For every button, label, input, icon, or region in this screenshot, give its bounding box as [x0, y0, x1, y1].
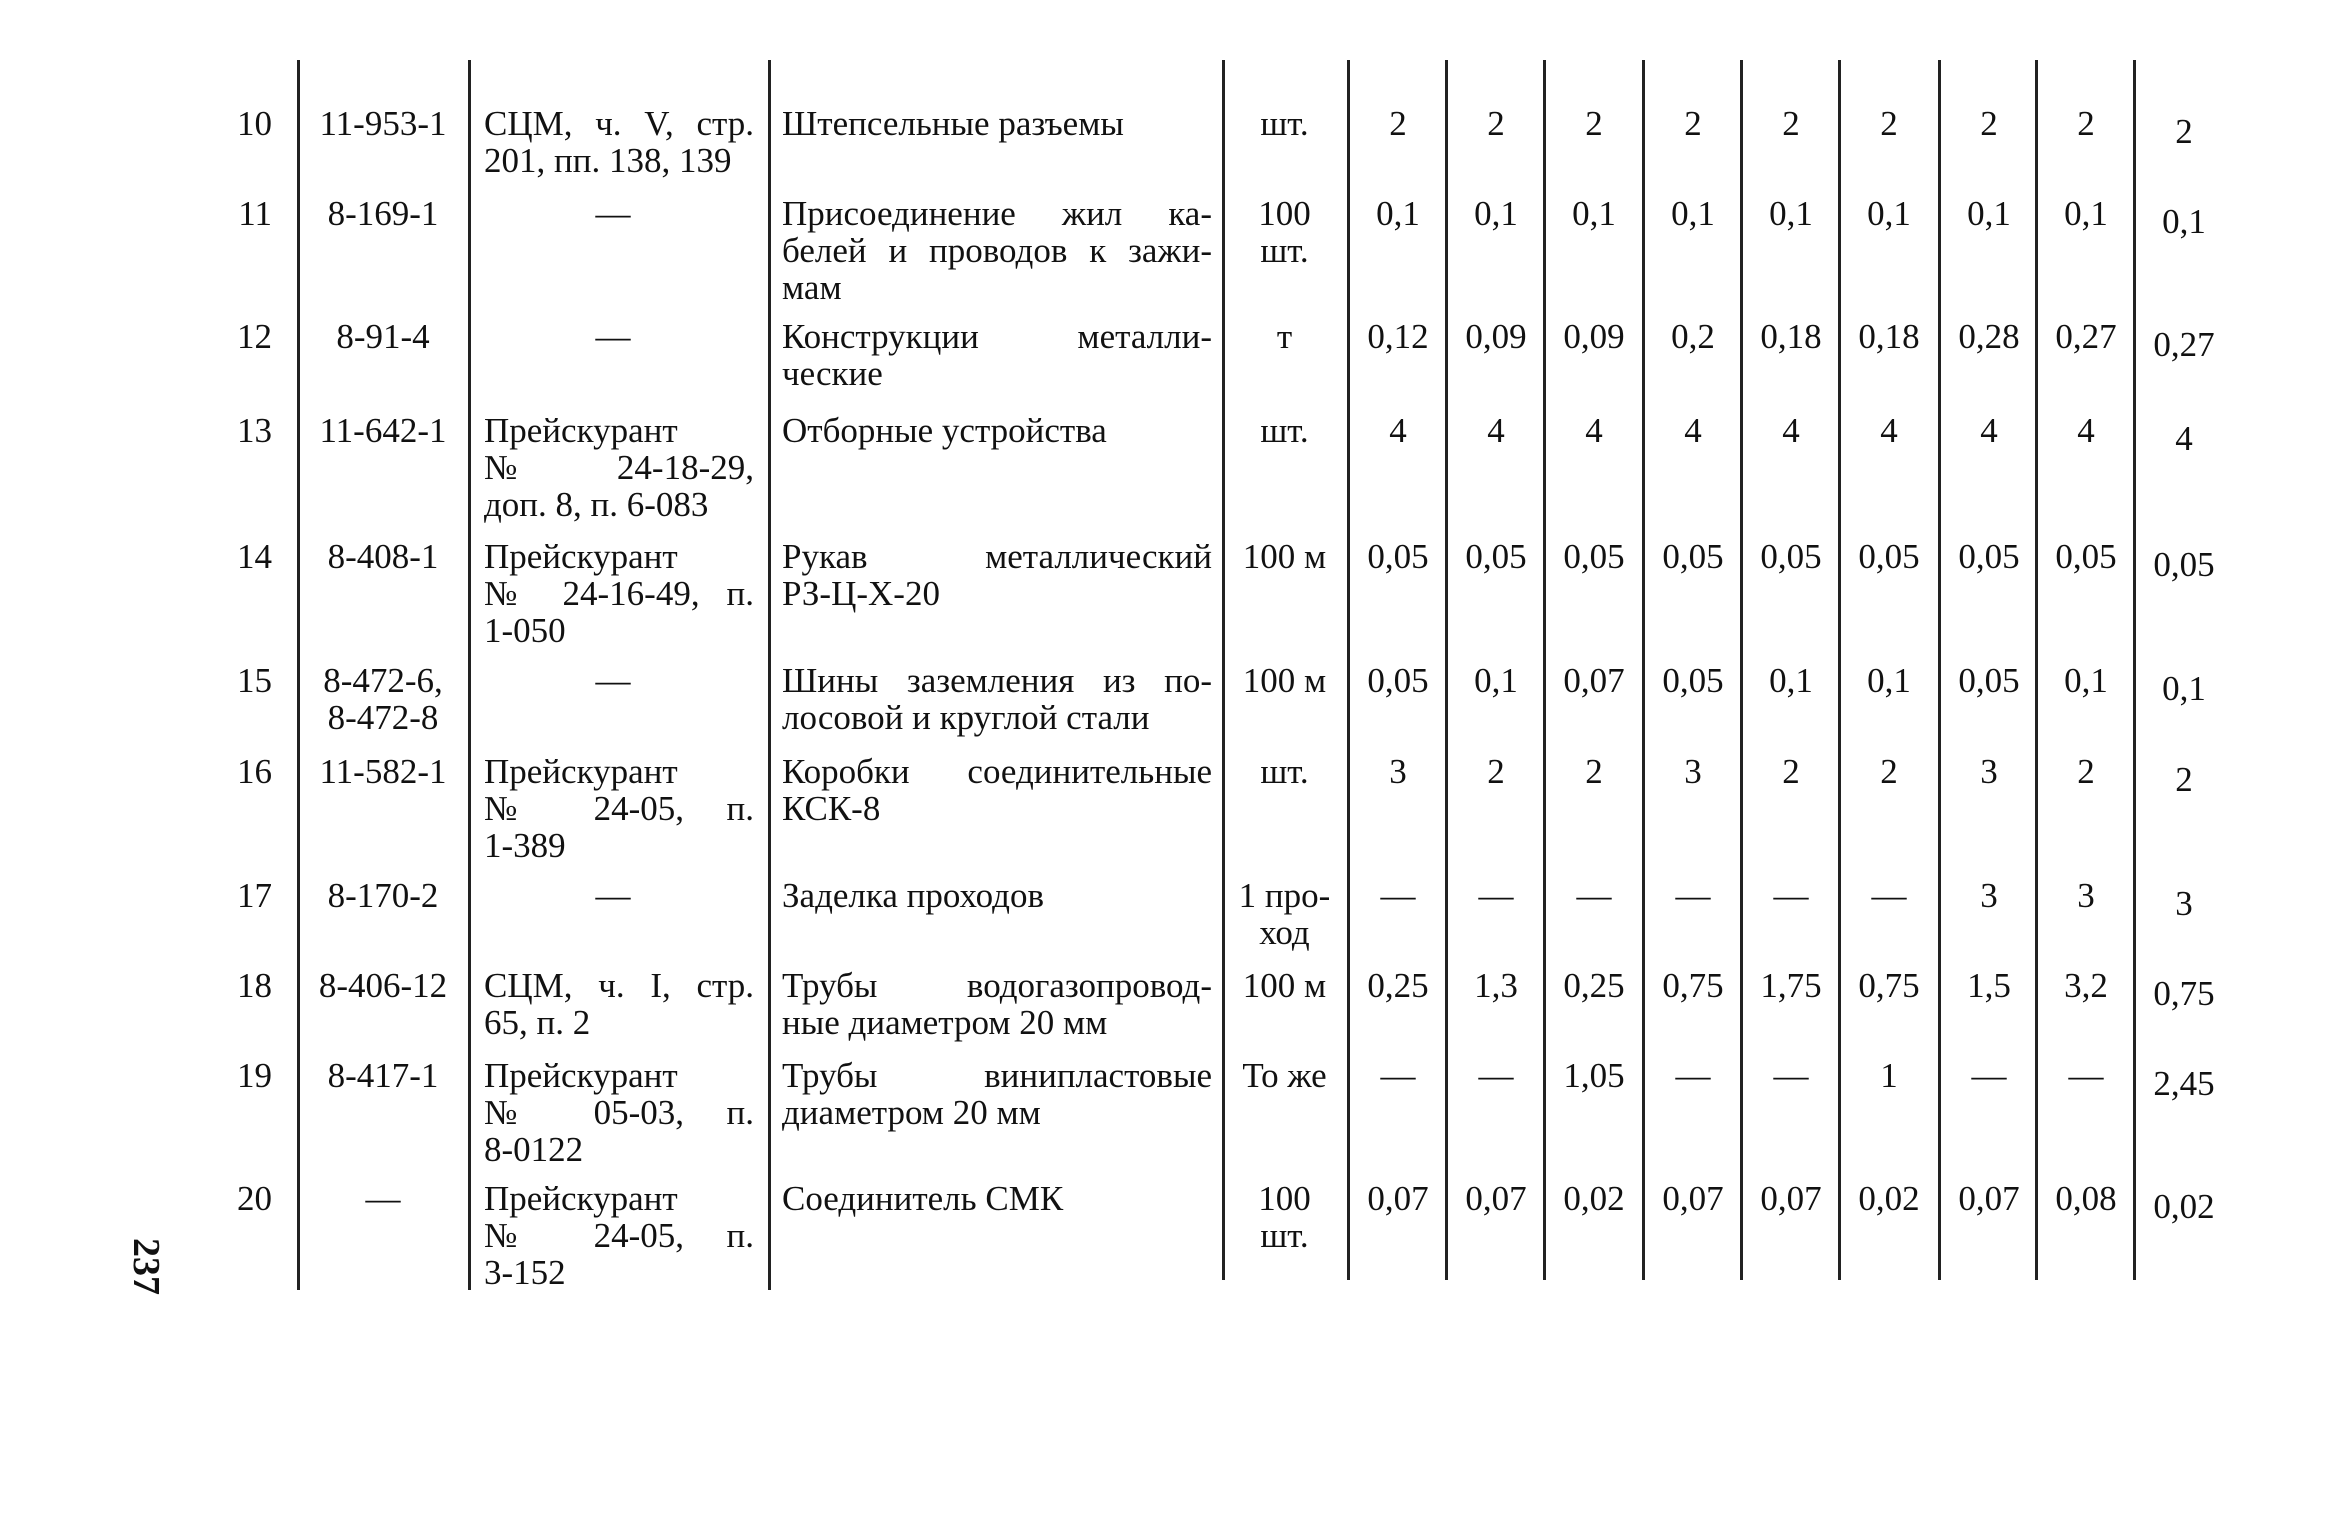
quantity-value: 1,3 — [1474, 966, 1518, 1005]
unit — [1232, 753, 1337, 790]
work-name — [782, 195, 1212, 306]
table-column-rule — [297, 60, 300, 1290]
table-column-rule — [2133, 60, 2136, 1280]
row-number: 13 — [237, 411, 272, 450]
quantity-value: 2 — [1487, 752, 1505, 791]
row-number: 19 — [237, 1056, 272, 1095]
norm-code — [308, 318, 458, 355]
text-line: Заделка проходов — [782, 876, 1044, 915]
quantity-value: 0,07 — [1563, 661, 1625, 700]
text-line: белей и проводов к зажи- — [782, 231, 1212, 270]
quantity-value: 4 — [1782, 411, 1800, 450]
unit — [1232, 412, 1337, 449]
quantity-value: 0,02 — [1858, 1179, 1920, 1218]
quantity-value: 0,2 — [1671, 317, 1715, 356]
text-line: 8-408-1 — [327, 537, 439, 576]
quantity-value: 0,05 — [1563, 537, 1625, 576]
quantity-value: 2 — [1487, 104, 1505, 143]
quantity-value: 0,05 — [2153, 545, 2215, 584]
text-line: 1-389 — [484, 826, 566, 865]
row-number: 14 — [237, 537, 272, 576]
row-number: 10 — [237, 104, 272, 143]
table-column-rule — [2035, 60, 2038, 1280]
quantity-value: 0,05 — [1367, 661, 1429, 700]
row-number: 12 — [237, 317, 272, 356]
unit — [1232, 967, 1337, 1004]
norm-code — [308, 1057, 458, 1094]
quantity-value: 0,1 — [1474, 194, 1518, 233]
quantity-value: 2 — [1585, 752, 1603, 791]
text-line: шт. — [1260, 1216, 1309, 1255]
table-column-rule — [1938, 60, 1941, 1280]
quantity-value: 0,02 — [2153, 1187, 2215, 1226]
norm-code — [308, 412, 458, 449]
text-line: — — [595, 194, 631, 233]
unit — [1232, 195, 1337, 269]
text-line: лосовой и круглой стали — [782, 698, 1150, 737]
quantity-value: 3 — [1980, 876, 1998, 915]
norm-code — [308, 538, 458, 575]
quantity-value: 0,05 — [2055, 537, 2117, 576]
quantity-value: 2 — [2175, 760, 2193, 799]
text-line: т — [1276, 317, 1293, 356]
text-line: Коробки соединительные — [782, 752, 1212, 791]
text-line: 8-406-12 — [318, 966, 448, 1005]
unit — [1232, 318, 1337, 355]
quantity-value: 0,07 — [1367, 1179, 1429, 1218]
quantity-value: 2 — [1980, 104, 1998, 143]
quantity-value: 0,1 — [1867, 194, 1911, 233]
work-name — [782, 753, 1212, 827]
text-line: диаметром 20 мм — [782, 1093, 1041, 1132]
quantity-value: 4 — [2077, 411, 2095, 450]
quantity-value: — — [1871, 876, 1907, 915]
quantity-value: 0,1 — [1376, 194, 1420, 233]
table-column-rule — [1642, 60, 1645, 1280]
text-line: 65, п. 2 — [484, 1003, 591, 1042]
table-column-rule — [1222, 60, 1225, 1280]
quantity-value: 0,1 — [1769, 661, 1813, 700]
text-line: 201, пп. 138, 139 — [484, 141, 732, 180]
text-line: — — [595, 317, 631, 356]
quantity-value: 2 — [2077, 752, 2095, 791]
text-line: Отборные устройства — [782, 411, 1107, 450]
page-number: 237 — [125, 1238, 167, 1295]
table-column-rule — [1740, 60, 1743, 1280]
norm-code — [308, 967, 458, 1004]
text-line: шт. — [1260, 231, 1309, 270]
norm-code — [308, 195, 458, 232]
text-line: шт. — [1260, 104, 1309, 143]
reference-source — [484, 412, 754, 523]
quantity-value: 0,1 — [2064, 194, 2108, 233]
quantity-value: 0,05 — [1662, 537, 1724, 576]
quantity-value: — — [1576, 876, 1612, 915]
text-line: доп. 8, п. 6-083 — [484, 485, 709, 524]
quantity-value: 3 — [2077, 876, 2095, 915]
text-line: № 24-18-29, — [484, 448, 754, 487]
quantity-value: 4 — [2175, 419, 2193, 458]
table-column-rule — [1347, 60, 1350, 1280]
quantity-value: 2 — [1782, 752, 1800, 791]
text-line: Штепсельные разъемы — [782, 104, 1124, 143]
quantity-value: 0,05 — [1958, 661, 2020, 700]
reference-source — [484, 662, 742, 699]
text-line: 8-417-1 — [327, 1056, 439, 1095]
quantity-value: 0,09 — [1563, 317, 1625, 356]
table-column-rule — [1838, 60, 1841, 1280]
quantity-value: — — [1971, 1056, 2007, 1095]
work-name — [782, 1180, 1212, 1217]
norm-code — [308, 105, 458, 142]
quantity-value: 2,45 — [2153, 1064, 2215, 1103]
unit — [1232, 105, 1337, 142]
text-line: 100 м — [1242, 966, 1327, 1005]
quantity-value: 2 — [1782, 104, 1800, 143]
text-line: 100 м — [1242, 661, 1327, 700]
quantity-value: 4 — [1487, 411, 1505, 450]
row-number: 17 — [237, 876, 272, 915]
reference-source — [484, 753, 754, 864]
text-line: ческие — [782, 354, 883, 393]
text-line: Прейскурант — [484, 1179, 678, 1218]
text-line: Прейскурант — [484, 1056, 678, 1095]
quantity-value: 0,08 — [2055, 1179, 2117, 1218]
quantity-value: — — [1478, 1056, 1514, 1095]
quantity-value: 0,05 — [1367, 537, 1429, 576]
quantity-value: 0,27 — [2055, 317, 2117, 356]
reference-source — [484, 318, 742, 355]
text-line: № 24-05, п. — [484, 1216, 754, 1255]
reference-source — [484, 195, 742, 232]
text-line: шт. — [1260, 752, 1309, 791]
quantity-value: 0,25 — [1563, 966, 1625, 1005]
work-name — [782, 967, 1212, 1041]
work-name — [782, 662, 1212, 736]
row-number: 15 — [237, 661, 272, 700]
reference-source — [484, 1057, 754, 1168]
quantity-value: 0,75 — [1662, 966, 1724, 1005]
text-line: 8-472-8 — [327, 698, 439, 737]
quantity-value: 0,09 — [1465, 317, 1527, 356]
table-column-rule — [468, 60, 471, 1290]
quantity-value: 0,27 — [2153, 325, 2215, 364]
text-line: № 24-16-49, п. — [484, 574, 754, 613]
quantity-value: 0,1 — [1867, 661, 1911, 700]
quantity-value: 0,1 — [2162, 669, 2206, 708]
quantity-value: 0,1 — [1474, 661, 1518, 700]
quantity-value: 2 — [1684, 104, 1702, 143]
work-name — [782, 1057, 1212, 1131]
unit — [1232, 1057, 1337, 1094]
quantity-value: 4 — [1684, 411, 1702, 450]
text-line: 11-582-1 — [319, 752, 447, 791]
quantity-value: 1,5 — [1967, 966, 2011, 1005]
text-line: Рукав металлический — [782, 537, 1212, 576]
work-name — [782, 318, 1212, 392]
quantity-value: 0,07 — [1958, 1179, 2020, 1218]
quantity-value: — — [1773, 1056, 1809, 1095]
quantity-value: 0,1 — [1769, 194, 1813, 233]
quantity-value: 0,05 — [1958, 537, 2020, 576]
norm-code — [308, 1180, 458, 1217]
quantity-value: 0,05 — [1760, 537, 1822, 576]
row-number: 11 — [238, 194, 272, 233]
text-line: № 24-05, п. — [484, 789, 754, 828]
row-number: 16 — [237, 752, 272, 791]
unit — [1232, 877, 1337, 951]
quantity-value: 1 — [1880, 1056, 1898, 1095]
quantity-value: — — [2068, 1056, 2104, 1095]
quantity-value: 0,1 — [1572, 194, 1616, 233]
text-line: 1-050 — [484, 611, 566, 650]
row-number: 20 — [237, 1179, 272, 1218]
text-line: РЗ-Ц-Х-20 — [782, 574, 940, 613]
text-line: Шины заземления из по- — [782, 661, 1212, 700]
quantity-value: 0,1 — [1967, 194, 2011, 233]
reference-source — [484, 1180, 754, 1291]
quantity-value: 4 — [1880, 411, 1898, 450]
text-line: 8-0122 — [484, 1130, 584, 1169]
quantity-value: 0,28 — [1958, 317, 2020, 356]
reference-source — [484, 877, 742, 914]
quantity-value: — — [1675, 1056, 1711, 1095]
text-line: ные диаметром 20 мм — [782, 1003, 1108, 1042]
text-line: Прейскурант — [484, 752, 678, 791]
quantity-value: 2 — [2175, 112, 2193, 151]
quantity-value: — — [1478, 876, 1514, 915]
quantity-value: 3 — [2175, 884, 2193, 923]
text-line: Прейскурант — [484, 537, 678, 576]
text-line: 8-91-4 — [336, 317, 430, 356]
reference-source — [484, 105, 754, 179]
text-line: Трубы водогазопровод- — [782, 966, 1212, 1005]
quantity-value: 3 — [1684, 752, 1702, 791]
text-line: ход — [1259, 913, 1310, 952]
text-line: 8-169-1 — [327, 194, 439, 233]
table-column-rule — [1445, 60, 1448, 1280]
text-line: 3-152 — [484, 1253, 566, 1292]
quantity-value: — — [1675, 876, 1711, 915]
text-line: СЦМ, ч. I, стр. — [484, 966, 754, 1005]
reference-source — [484, 538, 754, 649]
work-name — [782, 105, 1212, 142]
text-line: мам — [782, 268, 842, 307]
text-line: Соединитель СМК — [782, 1179, 1064, 1218]
work-name — [782, 877, 1212, 914]
text-line: 8-170-2 — [327, 876, 439, 915]
text-line: То же — [1242, 1056, 1327, 1095]
work-name — [782, 538, 1212, 612]
quantity-value: — — [1380, 876, 1416, 915]
quantity-value: 0,07 — [1465, 1179, 1527, 1218]
work-name — [782, 412, 1212, 449]
text-line: 11-953-1 — [319, 104, 447, 143]
text-line: СЦМ, ч. V, стр. — [484, 104, 754, 143]
quantity-value: 0,12 — [1367, 317, 1429, 356]
text-line: — — [595, 876, 631, 915]
text-line: Прейскурант — [484, 411, 678, 450]
quantity-value: 0,07 — [1662, 1179, 1724, 1218]
unit — [1232, 662, 1337, 699]
unit — [1232, 538, 1337, 575]
quantity-value: 2 — [1389, 104, 1407, 143]
norm-code — [308, 877, 458, 914]
quantity-value: 0,75 — [1858, 966, 1920, 1005]
unit — [1232, 1180, 1337, 1254]
norm-code — [308, 753, 458, 790]
quantity-value: 0,1 — [2064, 661, 2108, 700]
quantity-value: 3 — [1980, 752, 1998, 791]
quantity-value: 0,18 — [1760, 317, 1822, 356]
quantity-value: 3,2 — [2064, 966, 2108, 1005]
quantity-value: 1,75 — [1760, 966, 1822, 1005]
quantity-value: 2 — [1880, 104, 1898, 143]
quantity-value: 3 — [1389, 752, 1407, 791]
quantity-value: 0,1 — [2162, 202, 2206, 241]
quantity-value: 4 — [1980, 411, 1998, 450]
quantity-value: — — [1380, 1056, 1416, 1095]
quantity-value: 0,75 — [2153, 974, 2215, 1013]
quantity-value: 4 — [1389, 411, 1407, 450]
text-line: 11-642-1 — [319, 411, 447, 450]
text-line: Трубы винипластовые — [782, 1056, 1212, 1095]
text-line: — — [365, 1179, 401, 1218]
text-line: № 05-03, п. — [484, 1093, 754, 1132]
quantity-value: 2 — [2077, 104, 2095, 143]
quantity-value: 2 — [1585, 104, 1603, 143]
text-line: 8-472-6, — [323, 661, 443, 700]
quantity-value: 4 — [1585, 411, 1603, 450]
reference-source — [484, 967, 754, 1041]
quantity-value: 0,07 — [1760, 1179, 1822, 1218]
row-number: 18 — [237, 966, 272, 1005]
quantity-value: 0,02 — [1563, 1179, 1625, 1218]
quantity-value: 0,25 — [1367, 966, 1429, 1005]
text-line: — — [595, 661, 631, 700]
table-column-rule — [768, 60, 771, 1290]
norm-code — [308, 662, 458, 736]
quantity-value: — — [1773, 876, 1809, 915]
quantity-value: 0,05 — [1858, 537, 1920, 576]
text-line: шт. — [1260, 411, 1309, 450]
quantity-value: 0,05 — [1662, 661, 1724, 700]
quantity-value: 0,05 — [1465, 537, 1527, 576]
text-line: 100 — [1258, 194, 1311, 233]
text-line: 100 м — [1242, 537, 1327, 576]
table-column-rule — [1543, 60, 1546, 1280]
text-line: 1 про- — [1238, 876, 1331, 915]
quantity-value: 0,18 — [1858, 317, 1920, 356]
text-line: КСК-8 — [782, 789, 881, 828]
quantity-value: 0,1 — [1671, 194, 1715, 233]
text-line: Конструкции металли- — [782, 317, 1212, 356]
text-line: Присоединение жил ка- — [782, 194, 1212, 233]
quantity-value: 1,05 — [1563, 1056, 1625, 1095]
quantity-value: 2 — [1880, 752, 1898, 791]
text-line: 100 — [1258, 1179, 1311, 1218]
